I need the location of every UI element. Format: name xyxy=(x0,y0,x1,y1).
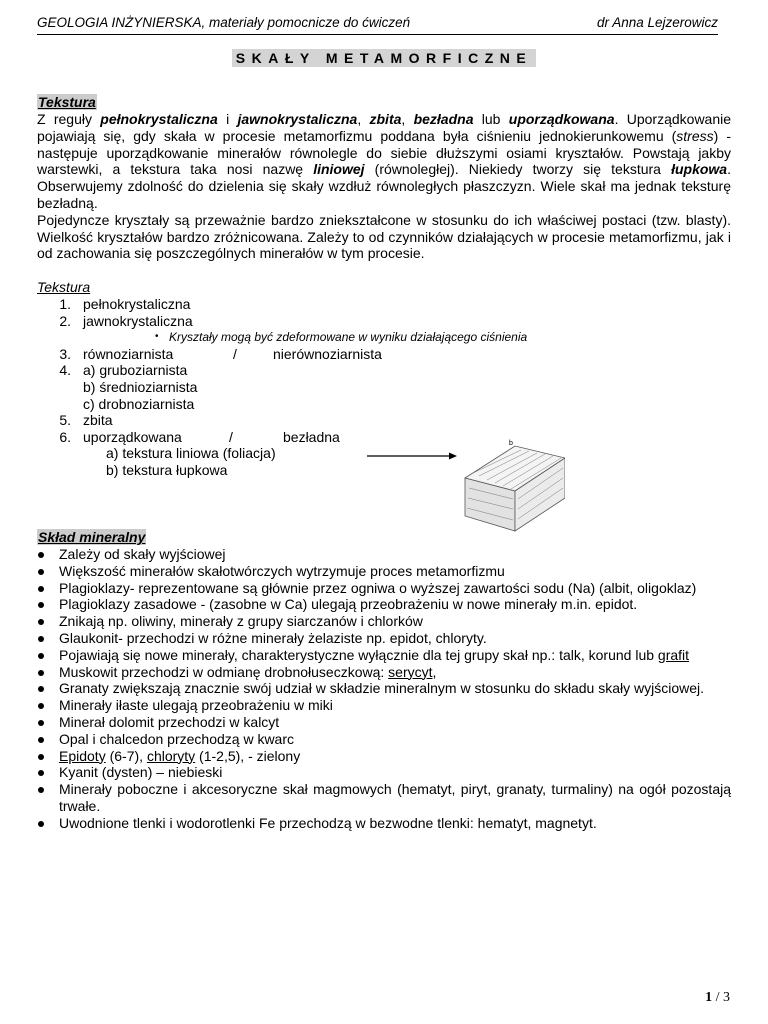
tekstura-p2: Pojedyncze kryształy są przeważnie bardzo zniekształcone w stosunku do ich właściwej postaci (tzw. blasty). Wielkość kryształów bardzo zróżnicowana. Zależy to od czynników działających w procesie metamorfizmu, jak i od zachowania się poszczególnych minerałów w tym procesie. xyxy=(37,211,731,262)
header-divider xyxy=(37,34,718,35)
list-item: 1. pełnokrystaliczna xyxy=(59,296,191,312)
list-item: Glaukonit- przechodzi w różne minerały żelaziste np. epidot, chloryty. xyxy=(37,630,731,647)
list-item: b) tekstura łupkowa xyxy=(106,461,228,478)
list-item: Kyanit (dysten) – niebieski xyxy=(37,764,731,781)
tekstura-p1: Z reguły pełnokrystaliczna i jawnokrystaliczna, zbita, bezładna lub uporządkowana. Uporządkowanie pojawiają się, gdy skała w procesie metamorfizmu poddana była ciśnieniu jednokierunkowemu (stress) - następuje uporządkowanie minerałów równolegle do siebie dłuższymi osiami kryształów. Powstają jakby warstewki, a tekstura taka nosi nazwę liniowej (równoległej). Niekiedy tworzy się tekstura łupkowa. Obserwujemy zdolność do dzielenia się skały wzdłuż równoległych płaszczyzn. Wiele skał ma jednak teksturę bezładną. xyxy=(37,111,732,211)
list-item: Minerały iłaste ulegają przeobrażeniu w miki xyxy=(37,697,731,714)
list-item: Znikają np. oliwiny, minerały z grupy siarczanów i chlorków xyxy=(37,613,731,630)
list-item: Minerały poboczne i akcesoryczne skał magmowych (hematyt, piryt, granaty, turmaliny) na ogół pozostają trwałe. xyxy=(37,781,731,815)
list-item: Opal i chalcedon przechodzą w kwarc xyxy=(37,731,731,748)
arrow-head xyxy=(449,453,457,460)
sklad-list xyxy=(37,546,731,832)
list-item: Epidoty (6-7), chloryty (1-2,5), - zielony xyxy=(37,748,731,765)
list-item: Plagioklazy zasadowe - (zasobne w Ca) ulegają przeobrażeniu w nowe minerały m.in. epidot. xyxy=(37,596,731,613)
list-item: Większość minerałów skałotwórczych wytrzymuje proces metamorfizmu xyxy=(37,563,731,580)
list-item: Zależy od skały wyjściowej xyxy=(37,546,731,563)
list-item: a) tekstura liniowa (foliacja) xyxy=(106,445,276,462)
header-left: GEOLOGIA INŻYNIERSKA, materiały pomocnicze do ćwiczeń xyxy=(37,15,411,30)
list-heading-tekstura: Tekstura xyxy=(37,279,91,295)
page-title: SKAŁY METAMORFICZNE xyxy=(0,50,768,66)
page-number: 1 / 3 xyxy=(705,990,730,1005)
section-heading-tekstura: Tekstura xyxy=(38,94,96,110)
figure-label: b xyxy=(509,440,513,447)
list-note: • Kryształy mogą być zdeformowane w wyniku działającego ciśnienia xyxy=(155,330,528,345)
list-item: Plagioklazy- reprezentowane są głównie przez ogniwa o wyższej zawartości sodu (Na) (albit, oligoklaz) xyxy=(37,580,731,597)
foliation-block-figure xyxy=(365,436,565,536)
header-right: dr Anna Lejzerowicz xyxy=(596,15,718,30)
tekstura-paragraph xyxy=(37,111,731,262)
list-item: 2. jawnokrystaliczna xyxy=(59,312,193,329)
list-item: 5. zbita xyxy=(59,412,113,429)
list-item: b) średnioziarnista xyxy=(83,378,198,395)
list-item: Uwodnione tlenki i wodorotlenki Fe przechodzą w bezwodne tlenki: hematyt, magnetyt. xyxy=(37,815,731,832)
list-item: 4. a) gruboziarnista xyxy=(59,362,188,379)
list-item: Granaty zwiększają znacznie swój udział w składzie mineralnym w stosunku do składu skały wyjściowej. xyxy=(37,680,731,697)
list-item: Minerał dolomit przechodzi w kalcyt xyxy=(37,714,731,731)
list-item: c) drobnoziarnista xyxy=(83,395,195,412)
list-item: Pojawiają się nowe minerały, charakterystyczne wyłącznie dla tej grupy skał np.: talk, korund lub grafit xyxy=(37,647,731,664)
list-item: 3. równoziarnista / nierównoziarnista xyxy=(59,345,382,362)
list-item: 6. uporządkowana / bezładna xyxy=(59,428,340,445)
section-heading-sklad: Skład mineralny xyxy=(38,529,146,545)
list-item: Muskowit przechodzi w odmianę drobnołuseczkową: serycyt, xyxy=(37,664,731,681)
